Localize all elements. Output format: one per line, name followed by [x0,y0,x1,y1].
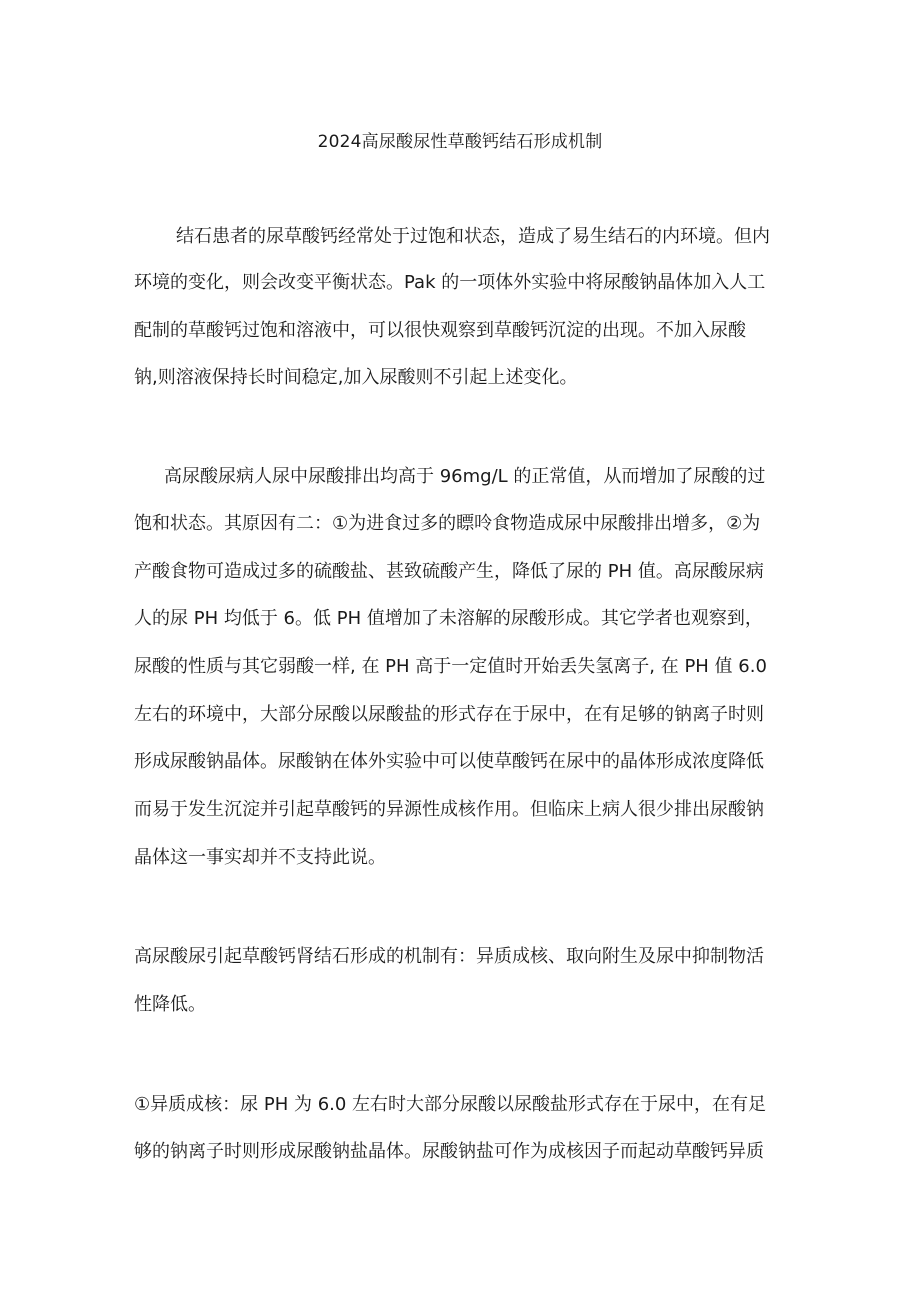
paragraph-2-line-8: 而易于发生沉淀并引起草酸钙的异源性成核作用。但临床上病人很少排出尿酸钠 [134,799,764,820]
paragraph-2-line-6: 左右的环境中，大部分尿酸以尿酸盐的形式存在于尿中，在有足够的钠离子时则 [134,704,764,725]
paragraph-4-line-1: ①异质成核：尿 PH 为 6.0 左右时大部分尿酸以尿酸盐形式存在于尿中，在有足 [134,1094,767,1115]
paragraph-2-line-2: 饱和状态。其原因有二：①为进食过多的瞟呤食物造成尿中尿酸排出增多，②为 [134,513,761,534]
paragraph-3-line-2: 性降低。 [134,994,206,1015]
paragraph-2-line-1: 高尿酸尿病人尿中尿酸排出均高于 96mg/L 的正常值，从而增加了尿酸的过 [164,466,766,487]
paragraph-2-line-5: 尿酸的性质与其它弱酸一样, 在 PH 高于一定值时开始丢失氢离子, 在 PH 值 6.0 [134,656,767,677]
paragraph-4-line-2: 够的钠离子时则形成尿酸钠盐晶体。尿酸钠盐可作为成核因子而起动草酸钙异质 [134,1141,764,1162]
document-title: 2024高尿酸尿性草酸钙结石形成机制 [317,132,603,152]
paragraph-1-line-3: 配制的草酸钙过饱和溶液中，可以很快观察到草酸钙沉淀的出现。不加入尿酸 [134,320,746,341]
paragraph-2-line-7: 形成尿酸钠晶体。尿酸钠在体外实验中可以使草酸钙在尿中的晶体形成浓度降低 [134,751,764,772]
paragraph-2-line-9: 晶体这一事实却并不支持此说。 [134,847,386,868]
paragraph-2-line-3: 产酸食物可造成过多的硫酸盐、甚致硫酸产生，降低了尿的 PH 值。高尿酸尿病 [134,561,764,582]
paragraph-1-line-4: 钠,则溶液保持长时间稳定,加入尿酸则不引起上述变化。 [134,367,578,388]
paragraph-1-line-1: 结石患者的尿草酸钙经常处于过饱和状态，造成了易生结石的内环境。但内 [176,226,770,247]
paragraph-3-line-1: 高尿酸尿引起草酸钙肾结石形成的机制有：异质成核、取向附生及尿中抑制物活 [134,946,764,967]
paragraph-1-line-2: 环境的变化，则会改变平衡状态。Pak 的一项体外实验中将尿酸钠晶体加入人工 [134,272,766,293]
paragraph-2-line-4: 人的尿 PH 均低于 6。低 PH 值增加了未溶解的尿酸形成。其它学者也观察到， [134,608,763,629]
